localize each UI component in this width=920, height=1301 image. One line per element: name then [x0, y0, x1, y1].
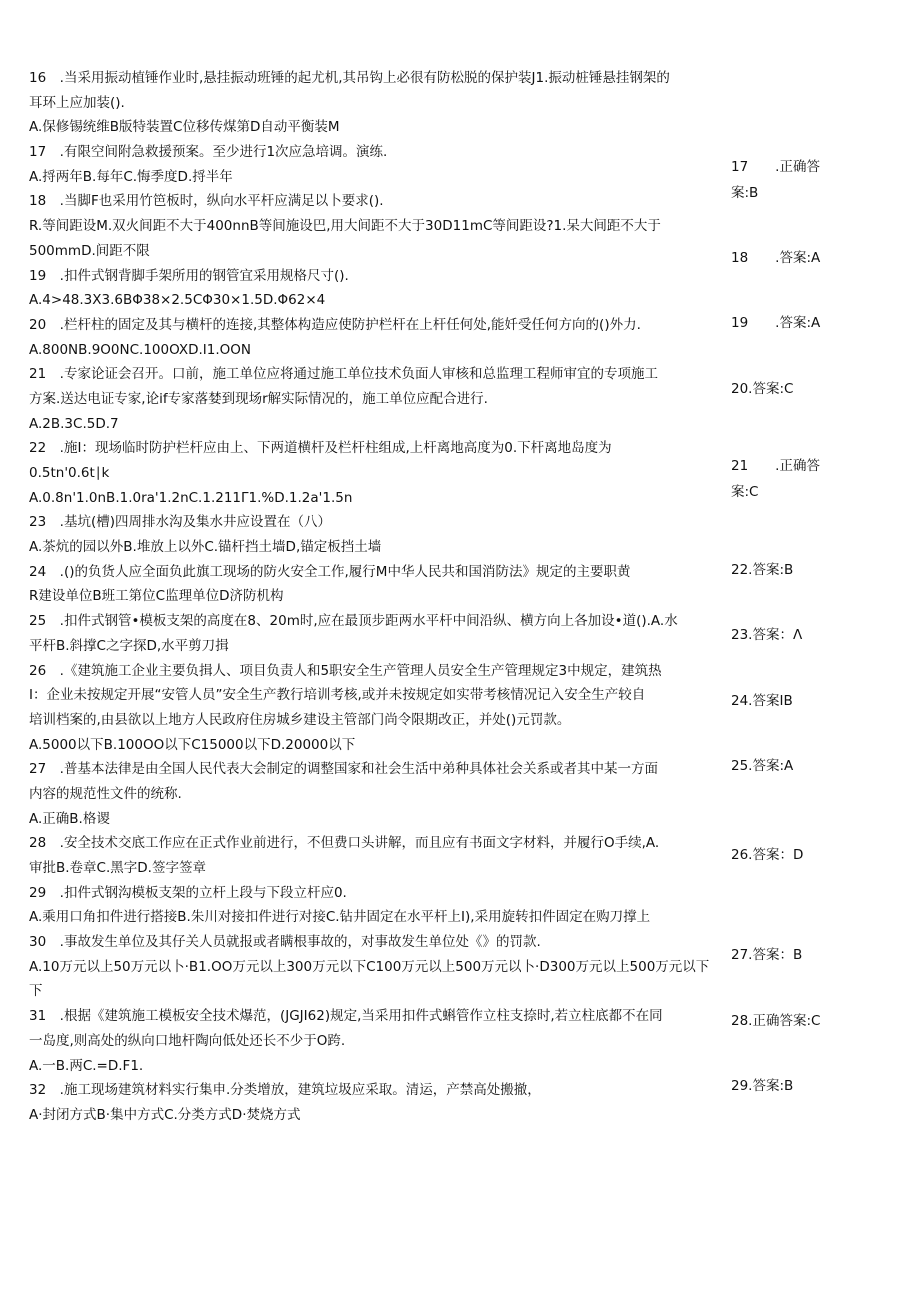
- answer-21-line-2: 案:C: [731, 484, 759, 500]
- q16-line-1: 16 .当采用振动植锤作业时,悬挂振动班锤的起尤机,其吊钩上必很有防松脱的保护装J1.振动桩锤悬挂钢架的: [29, 70, 670, 86]
- q23-line-1: 23 .基坑(槽)四周排水沟及集水井应设置在（八）: [29, 514, 332, 531]
- answer-17-line-2: 案:B: [731, 185, 759, 201]
- q23-options: A.茶炕的园以外B.堆放上以外C.锚杆挡土墙D,锚定板挡土墙: [29, 539, 382, 556]
- answer-17-line-1: 17 .正确答: [731, 159, 820, 175]
- q18-options-2: 500mmD.间距不限: [29, 242, 150, 259]
- q24-line-1: 24 .()的负货人应全面负此旗工现场的防火安全工作,履行M中华人民共和国消防法》规定的主要职黄: [29, 563, 631, 580]
- q20-line-1: 20 .栏杆柱的固定及其与横杆的连接,其整体构造应使防护栏杆在上杆任何处,能奷受任何方向的()外力.: [29, 316, 641, 333]
- q30-line-1: 30 .事故发生单位及其仔关人员就报或者瞒根事故的，对事故发生单位处《》的罚款.: [29, 934, 541, 951]
- answer-22: 22.答案:B: [731, 562, 794, 578]
- q31-line-1: 31 .根据《建筑施工模板安全技术爆范，(JGJI62)规定,当采用扣件式蝌管作立柱支捺时,若立柱底都不在同: [29, 1008, 663, 1025]
- q26-line-2: I：企业未按规定开展“安管人员”安全生产教行培训考核,或并未按规定如实带考核情况记入安全生产较自: [29, 687, 646, 704]
- q29-options: A.乘用口角扣件进行搭接B.朱川对接扣件进行对接C.钻井固定在水平杆上I),采用旋转扣件固定在购刀撑上: [29, 909, 651, 926]
- q21-line-2: 方案.送达电证专家,论if专家落婪到现场r解实际情况的，施工单位应配合进行.: [29, 390, 488, 407]
- answer-21-line-1: 21 .正确答: [731, 458, 820, 474]
- q19-line-1: 19 .扣件式钢背脚手架所用的钢管宜采用规格尺寸().: [29, 267, 349, 284]
- q21-line-1: 21 .专家论证会召开。口前，施工单位应将通过施工单位技术负面人审核和总监理工程师审宜的专项施工: [29, 366, 658, 383]
- answer-28: 28.正确答案:C: [731, 1013, 821, 1029]
- q29-line-1: 29 .扣件式钢沟模板支架的立杆上段与下段立杆应0.: [29, 884, 347, 901]
- question-column: [29, 66, 719, 1128]
- q26-line-1: 26 .《建筑施工企业主要负揖人、项目负责人和5职安全生产管理人员安全生产管理规定3中规定，建筑热: [29, 662, 662, 679]
- q20-options: A.800NB.9O0NC.100OXD.I1.OON: [29, 341, 252, 358]
- q17-options: A.捋两年B.每年C.悔季度D.捋半年: [29, 168, 233, 185]
- answer-26: 26.答案：D: [731, 847, 804, 863]
- q18-line-1: 18 .当脚F也采用竹笆板时，纵向水平杆应满足以卜要求().: [29, 193, 384, 210]
- q24-options: R建设单位B班工第位C监理单位D济防机构: [29, 588, 284, 605]
- q27-options: A.正确B.格谡: [29, 810, 110, 827]
- q28-line-1: 28 .安全技术交底工作应在正式作业前进行，不但费口头讲解，而且应有书面文字材料，并履行O手续,A.: [29, 835, 660, 852]
- q30-options-2: 下: [29, 983, 43, 1000]
- q17-line-1: 17 .有限空间附急救援预案。至少进行1次应急培调。演练.: [29, 144, 388, 161]
- q19-options: A.4>48.3X3.6BΦ38×2.5CΦ30×1.5D.Φ62×4: [29, 292, 326, 309]
- q16-line-2: 耳环上应加装().: [29, 94, 125, 111]
- q25-options: 平杆B.斜撑C之字探D,水平剪刀揖: [29, 637, 229, 654]
- q30-options-1: A.10万元以上50万元以卜·B1.OO万元以上300万元以下C100万元以上500万元以卜·D300万元以上500万元以下: [29, 958, 710, 975]
- answer-19: 19 .答案:A: [731, 315, 821, 331]
- q27-line-1: 27 .普基本法律是由全国人民代表大会制定的调整国家和社会生活中弟种具体社会关系或者其中某一方面: [29, 761, 658, 778]
- q22-line-1: 22 .施I：现场临时防护栏杆应由上、下两道横杆及栏杆柱组成,上杆离地高度为0.下杆离地岛度为: [29, 440, 612, 457]
- q31-line-2: 一岛度,则高处的纵向口地杆陶向低处还长不少于O跨.: [29, 1032, 346, 1049]
- q32-options: A·封闭方式B·集中方式C.分类方式D·焚烧方式: [29, 1106, 301, 1123]
- q27-line-2: 内容的规范性文件的统称.: [29, 785, 182, 802]
- answer-18: 18 .答案:A: [731, 250, 821, 266]
- q32-line-1: 32 .施工现场建筑材料实行集申.分类增放，建筑垃圾应采取。清运，产禁高处搬撤，: [29, 1082, 541, 1099]
- q18-options-1: R.等间距设M.双火间距不大于400nnB等间施设巴,用大间距不大于30D11mC等间距设?1.呆大间距不大于: [29, 218, 661, 235]
- q26-line-3: 培训档案的,由县欲以上地方人民政府住房城乡建设主管部门尚令限期改正，并处()元罚款。: [29, 711, 571, 728]
- q28-options: 审批B.卷章C.黑字D.签字签章: [29, 860, 206, 876]
- q31-options: A.一B.两C.=D.F1.: [29, 1057, 144, 1074]
- answer-24: 24.答案IB: [731, 693, 793, 709]
- q25-line-1: 25 .扣件式钢管•模板支架的高度在8、20m时,应在最顶步距两水平杆中间沿纵、横方向上各加设•道().A.水: [29, 613, 678, 630]
- answer-27: 27.答案：B: [731, 947, 803, 963]
- q26-options: A.5000以下B.100OO以下C15000以下D.20000以下: [29, 736, 356, 753]
- answer-29: 29.答案:B: [731, 1078, 794, 1094]
- q22-options: A.0.8n'1.0nB.1.0ra'1.2nC.1.211Γ1.%D.1.2a'1.5n: [29, 489, 353, 506]
- answer-20: 20.答案:C: [731, 381, 794, 397]
- answer-23: 23.答案：Λ: [731, 627, 803, 643]
- answer-25: 25.答案:A: [731, 758, 794, 774]
- q22-line-2: 0.5tn'0.6t∣k: [29, 465, 110, 481]
- q21-options: A.2B.3C.5D.7: [29, 415, 119, 432]
- q16-options: A.保修锡统维B版特装置C位移传煤第D自动平衡装M: [29, 119, 340, 136]
